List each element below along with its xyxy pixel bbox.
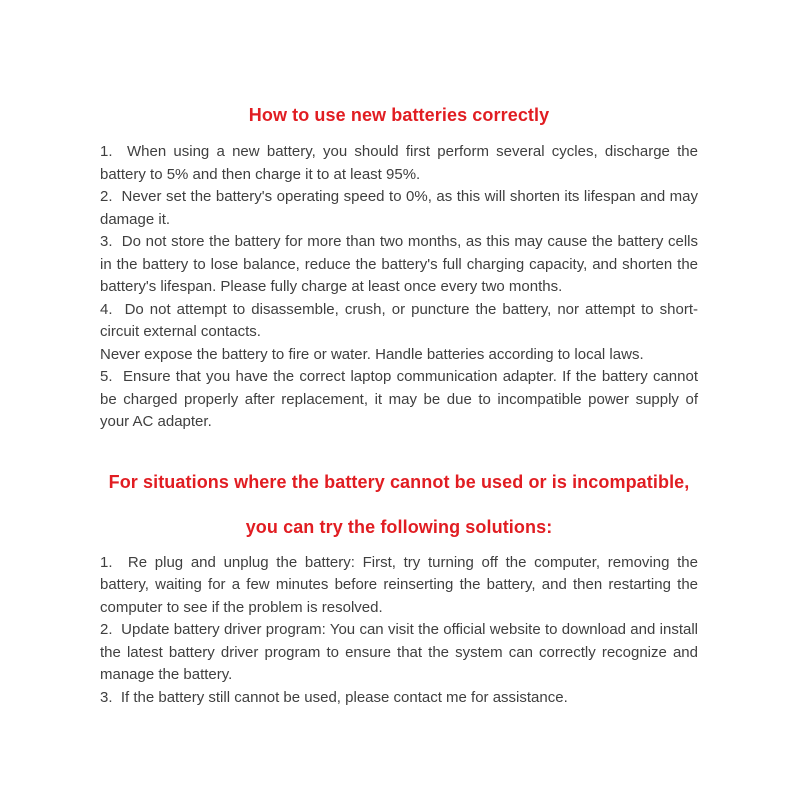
section1-heading: How to use new batteries correctly	[248, 105, 550, 125]
section1-note-fire-water: Never expose the battery to fire or water. Handle batteries according to local laws.	[100, 345, 644, 363]
section2-heading-line1: For situations where the battery cannot be used or is incompatible,	[108, 471, 690, 492]
section1-item-1: 1. When using a new battery, you should first perform several cycles, discharge the battery to 5% and then charge it to at least 95%.	[100, 143, 698, 183]
section1-item-2: 2. Never set the battery's operating speed to 0%, as this will shorten its lifespan and may damage it.	[100, 188, 698, 228]
section1-item-5: 5. Ensure that you have the correct laptop communication adapter. If the battery cannot be charged properly after replacement, it may be due to incompatible power supply of your AC adapter.	[100, 368, 698, 430]
section2-item-2: 2. Update battery driver program: You can visit the official website to download and install the latest battery driver program to ensure that the system can correctly recognize and manage the battery.	[100, 621, 698, 683]
section2-item-1: 1. Re plug and unplug the battery: First, try turning off the computer, removing the battery, waiting for a few minutes before reinserting the battery, and then restarting the computer to see if the problem is resolved.	[100, 553, 698, 616]
document-page	[100, 0, 698, 709]
section2-heading-line2: you can try the following solutions:	[245, 516, 553, 537]
section1-item-3: 3. Do not store the battery for more than two months, as this may cause the battery cells in the battery to lose balance, reduce the battery's full charging capacity, and shorten the battery's lifespan. Please fully charge at least once every two months.	[100, 233, 698, 295]
section2-item-3: 3. If the battery still cannot be used, please contact me for assistance.	[100, 688, 568, 706]
section1-item-4: 4. Do not attempt to disassemble, crush, or puncture the battery, nor attempt to short-circuit external contacts.	[100, 300, 698, 340]
